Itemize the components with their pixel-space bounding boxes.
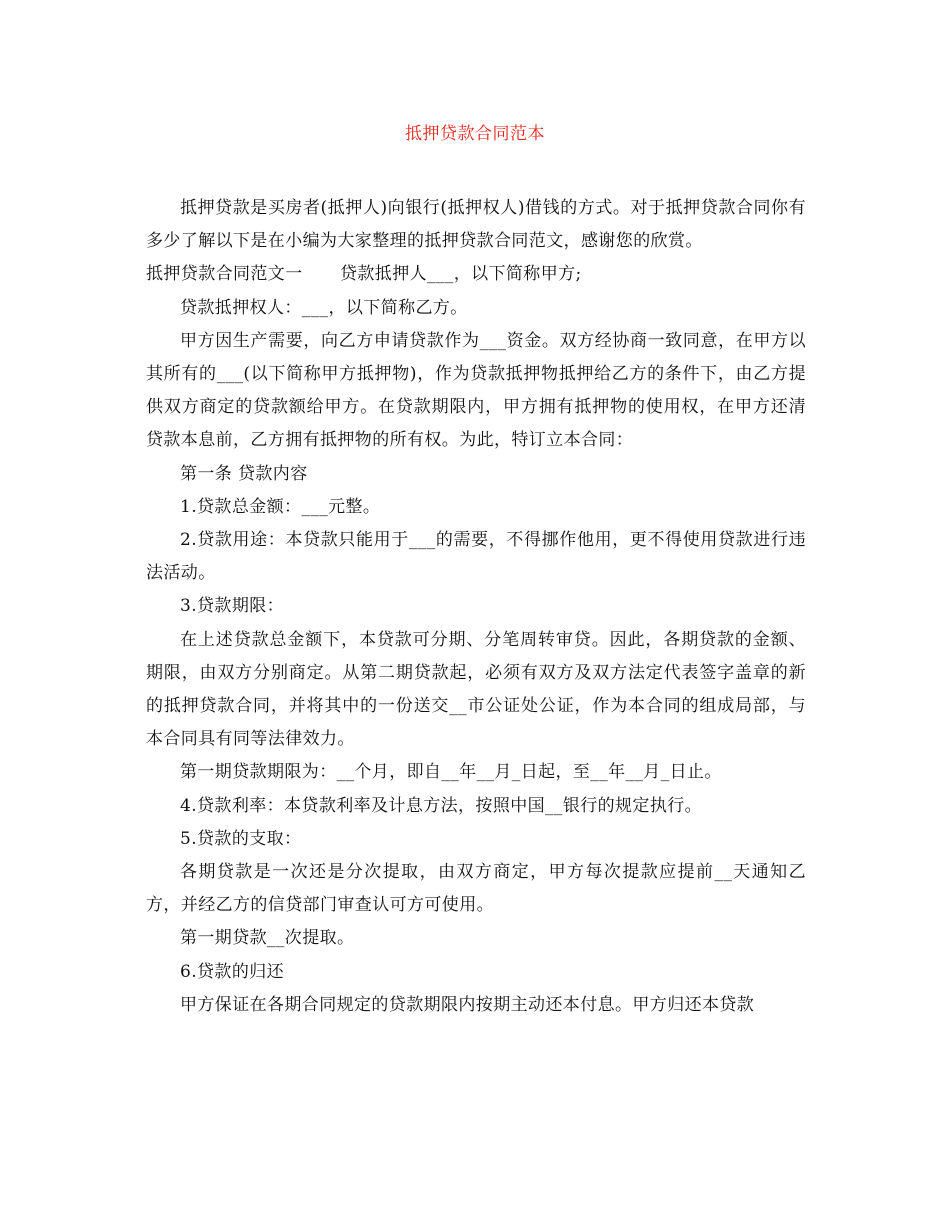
item-3-loan-term: 3.贷款期限： — [180, 596, 285, 617]
item-4-interest-rate: 4.贷款利率：本贷款利率及计息方法，按照中国__银行的规定执行。 — [180, 795, 703, 816]
sample-heading: 抵押贷款合同范文一 — [146, 264, 303, 285]
party-b: 贷款抵押权人：___，以下简称乙方。 — [180, 297, 468, 318]
item-6-text: 甲方保证在各期合同规定的贷款期限内按期主动还本付息。甲方归还本贷款 — [180, 994, 755, 1015]
party-a: 贷款抵押人___，以下简称甲方; — [340, 264, 582, 285]
preamble-paragraph: 甲方因生产需要，向乙方申请贷款作为___资金。双方经协商一致同意，在甲方以其所有的___(以下简称甲方抵押物)，作为贷款抵押物抵押给乙方的条件下，由乙方提供双方商定的贷款额给甲方。在贷款期限内，甲方拥有抵押物的使用权，在甲方还清贷款本息前，乙方拥有抵押物的所有权。为此，特订立本合同： — [146, 330, 806, 451]
sample-line — [146, 258, 806, 291]
item-2-loan-purpose: 2.贷款用途：本贷款只能用于___的需要，不得挪作他用，更不得使用贷款进行违法活动。 — [146, 530, 806, 584]
item-6-repayment: 6.贷款的归还 — [180, 961, 285, 982]
item-1-total-amount: 1.贷款总金额：___元整。 — [180, 496, 381, 517]
item-5-withdrawal: 5.贷款的支取： — [180, 828, 302, 849]
document-title: 抵押贷款合同范本 — [405, 124, 545, 144]
item-5-text: 各期贷款是一次还是分次提取，由双方商定，甲方每次提款应提前__天通知乙方，并经乙方的信贷部门审查认可方可使用。 — [146, 862, 806, 916]
article-1-heading: 第一条 贷款内容 — [180, 463, 308, 484]
intro-paragraph: 抵押贷款是买房者(抵押人)向银行(抵押权人)借钱的方式。对于抵押贷款合同你有多少了解以下是在小编为大家整理的抵押贷款合同范文，感谢您的欣赏。 — [146, 198, 806, 252]
item-3-text: 在上述贷款总金额下，本贷款可分期、分笔周转审贷。因此，各期贷款的金额、期限，由双方分别商定。从第二期贷款起，必须有双方及双方法定代表签字盖章的新的抵押贷款合同，并将其中的一份送交__市公证处公证，作为本合同的组成局部，与本合同具有同等法律效力。 — [146, 629, 806, 750]
document-body — [146, 192, 806, 1022]
item-3-first-period: 第一期贷款期限为：__个月，即自__年__月_日起，至__年__月_日止。 — [180, 762, 722, 783]
item-5-first-period: 第一期贷款__次提取。 — [180, 928, 355, 949]
